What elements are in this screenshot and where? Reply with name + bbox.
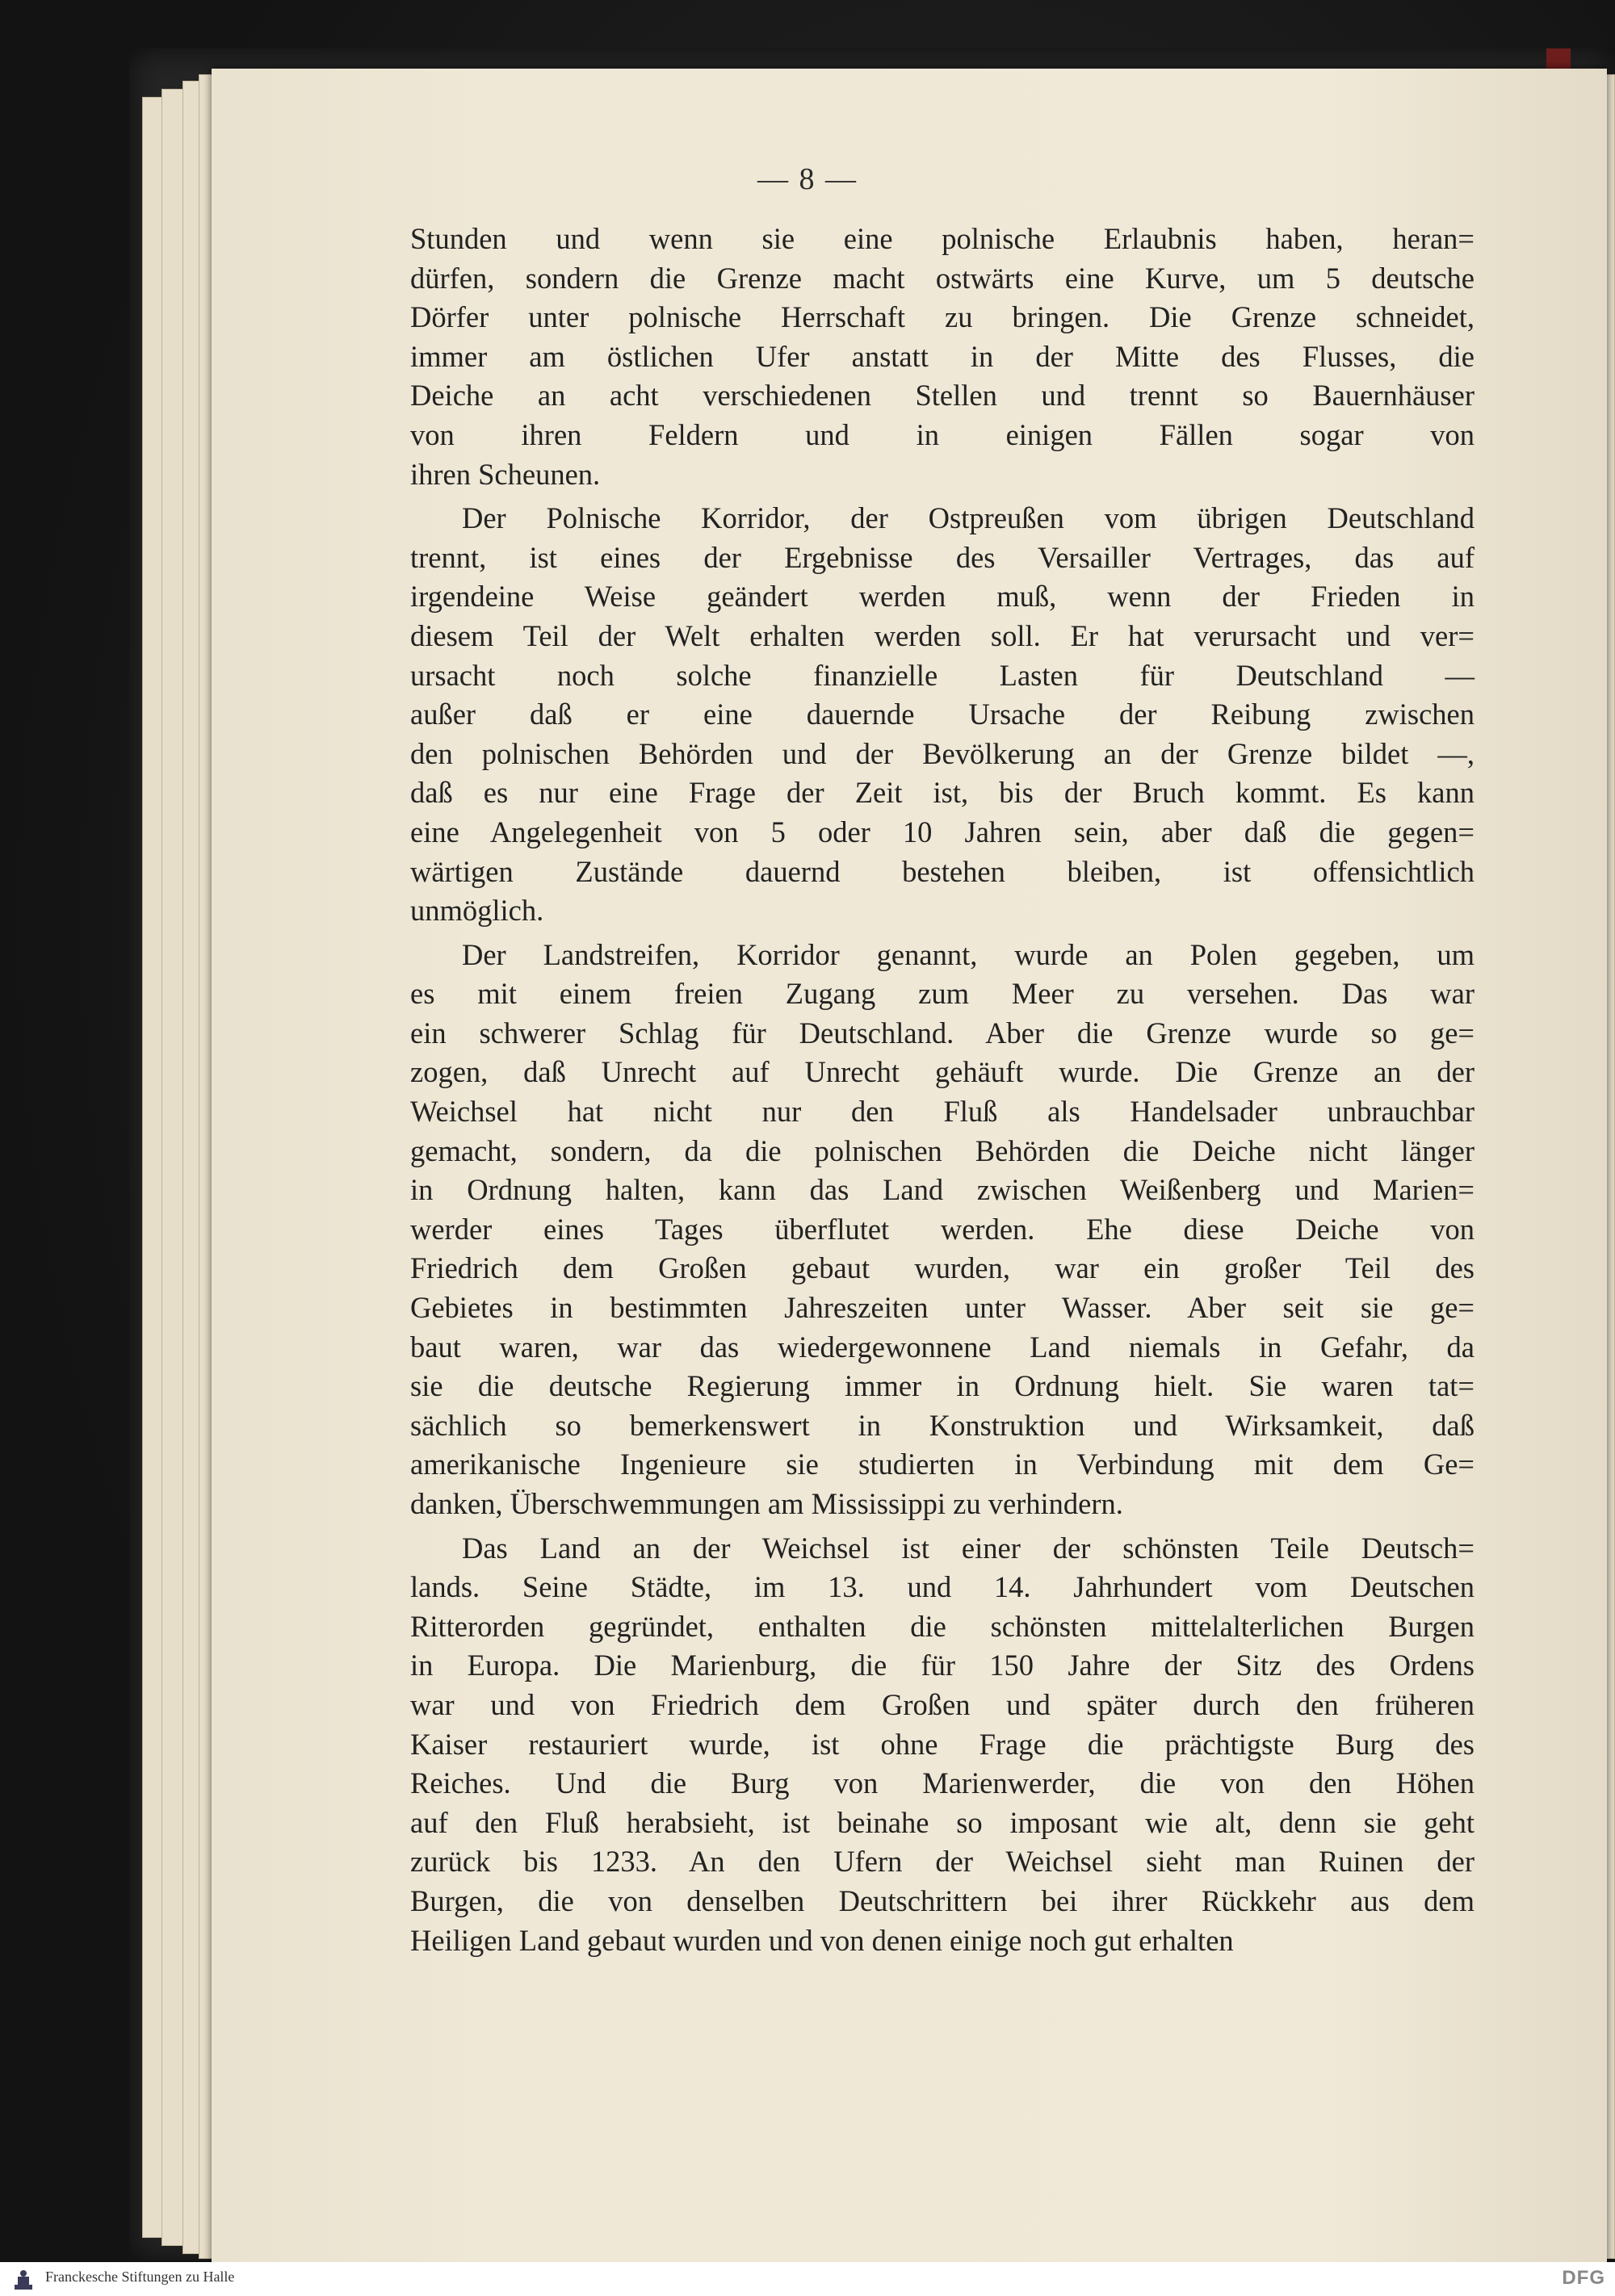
text-line: Stunden und wenn sie eine polnische Erlaubnis haben, heran= (410, 222, 1474, 255)
text-line: amerikanische Ingenieure sie studierten in Verbindung mit dem Ge= (410, 1448, 1474, 1481)
paragraph (410, 220, 1474, 494)
text-line: Der Landstreifen, Korridor genannt, wurde an Polen gegeben, um (462, 937, 1474, 971)
text-line: sie die deutsche Regierung immer in Ordnung hielt. Sie waren tat= (410, 1369, 1474, 1403)
text-line: ihren Scheunen. (410, 457, 601, 491)
foundation-logo-icon (11, 2267, 36, 2293)
text-line: den polnischen Behörden und der Bevölkerung an der Grenze bildet —, (410, 736, 1474, 770)
text-line: Dörfer unter polnische Herrschaft zu bringen. Die Grenze schneidet, (410, 300, 1474, 334)
text-line: auf den Fluß herabsieht, ist beinahe so imposant wie alt, denn sie geht (410, 1805, 1474, 1839)
text-line: werder eines Tages überflutet werden. Ehe diese Deiche von (410, 1212, 1474, 1246)
paragraph (410, 1529, 1474, 1961)
text-line: Das Land an der Weichsel ist einer der schönsten Teile Deutsch= (462, 1531, 1474, 1565)
text-line: baut waren, war das wiedergewonnene Land niemals in Gefahr, da (410, 1330, 1474, 1364)
text-line: trennt, ist eines der Ergebnisse des Versailler Vertrages, das auf (410, 540, 1474, 574)
text-line: Kaiser restauriert wurde, ist ohne Frage die prächtigste Burg des (410, 1727, 1474, 1761)
text-line: unmöglich. (410, 894, 544, 928)
text-line: daß es nur eine Frage der Zeit ist, bis der Bruch kommt. Es kann (410, 776, 1474, 810)
text-line: ein schwerer Schlag für Deutschland. Aber die Grenze wurde so ge= (410, 1016, 1474, 1050)
text-line: wärtigen Zustände dauernd bestehen bleiben, ist offensichtlich (410, 854, 1474, 888)
text-line: Reiches. Und die Burg von Marienwerder, die von den Höhen (410, 1766, 1474, 1800)
text-line: zurück bis 1233. An den Ufern der Weichsel sieht man Ruinen der (410, 1845, 1474, 1879)
text-line: in Europa. Die Marienburg, die für 150 Jahre der Sitz des Ordens (410, 1649, 1474, 1682)
paragraph (410, 499, 1474, 931)
text-line: außer daß er eine dauernde Ursache der Reibung zwischen (410, 698, 1474, 731)
text-line: lands. Seine Städte, im 13. und 14. Jahrhundert vom Deutschen (410, 1570, 1474, 1604)
text-line: war und von Friedrich dem Großen und später durch den früheren (410, 1687, 1474, 1721)
text-line: zogen, daß Unrecht auf Unrecht gehäuft wurde. Die Grenze an der (410, 1055, 1474, 1089)
text-line: danken, Überschwemmungen am Mississippi zu verhindern. (410, 1487, 1123, 1520)
viewer-footer (0, 2262, 1615, 2296)
text-line: ursacht noch solche finanzielle Lasten für Deutschland — (410, 658, 1474, 692)
text-line: Ritterorden gegründet, enthalten die schönsten mittelalterlichen Burgen (410, 1609, 1474, 1643)
text-line: gemacht, sondern, da die polnischen Behörden die Deiche nicht länger (410, 1133, 1474, 1167)
text-line: irgendeine Weise geändert werden muß, wenn der Frieden in (410, 580, 1474, 614)
text-line: Der Polnische Korridor, der Ostpreußen vom übrigen Deutschland (462, 501, 1474, 535)
text-line: in Ordnung halten, kann das Land zwischen Weißenberg und Marien= (410, 1173, 1474, 1207)
text-line: Gebietes in bestimmten Jahreszeiten unter Wasser. Aber seit sie ge= (410, 1291, 1474, 1325)
text-line: Friedrich dem Großen gebaut wurden, war ein großer Teil des (410, 1251, 1474, 1285)
paragraph (410, 936, 1474, 1524)
text-line: von ihren Feldern und in einigen Fällen sogar von (410, 417, 1474, 451)
text-line: diesem Teil der Welt erhalten werden soll. Er hat verursacht und ver= (410, 618, 1474, 652)
dfg-logo: DFG (1562, 2267, 1605, 2289)
text-line: Deiche an acht verschiedenen Stellen und trennt so Bauernhäuser (410, 379, 1474, 413)
text-line: Heiligen Land gebaut wurden und von denen einige noch gut erhalten (410, 1923, 1234, 1957)
text-line: immer am östlichen Ufer anstatt in der Mitte des Flusses, die (410, 339, 1474, 373)
text-line: eine Angelegenheit von 5 oder 10 Jahren sein, aber daß die gegen= (410, 815, 1474, 848)
page-body-text (410, 220, 1474, 1960)
institution-label: Franckesche Stiftungen zu Halle (45, 2269, 235, 2285)
text-line: dürfen, sondern die Grenze macht ostwärts eine Kurve, um 5 deutsche (410, 261, 1474, 295)
page-number-header: — 8 — (757, 162, 858, 196)
text-line: sächlich so bemerkenswert in Konstruktion und Wirksamkeit, daß (410, 1408, 1474, 1442)
text-line: es mit einem freien Zugang zum Meer zu versehen. Das war (410, 977, 1474, 1011)
text-line: Burgen, die von denselben Deutschrittern bei ihrer Rückkehr aus dem (410, 1883, 1474, 1917)
text-line: Weichsel hat nicht nur den Fluß als Handelsader unbrauchbar (410, 1095, 1474, 1129)
